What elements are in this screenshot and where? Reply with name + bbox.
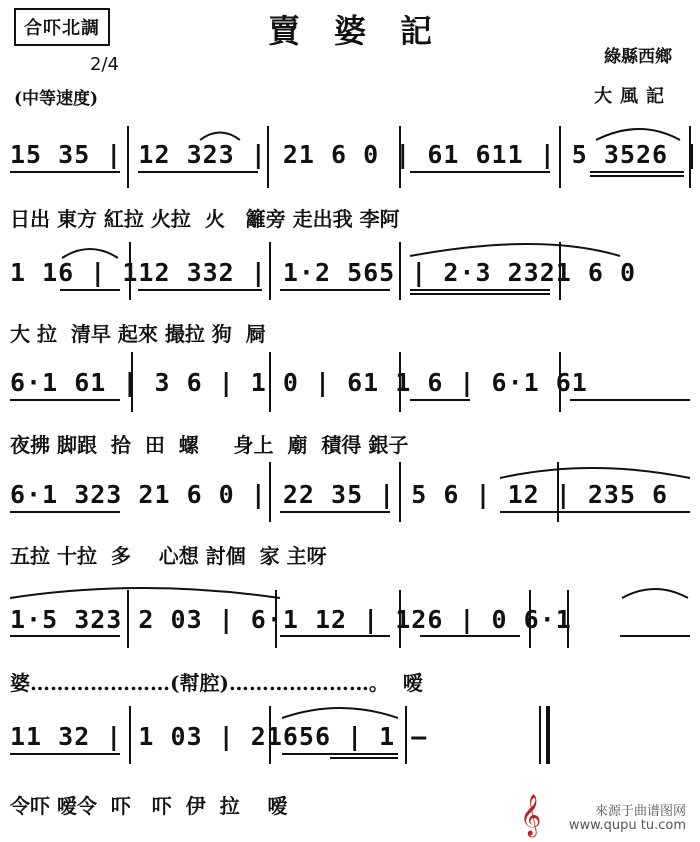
lyrics-line-2: 大 拉 清早 起來 撮拉 狗 屙 xyxy=(10,322,266,346)
notation-line-5: 1·5 323 2 03 | 6·1 12 | 126 | 0 6·1 xyxy=(10,605,572,634)
lyrics-line-1: 日出 東方 紅拉 火拉 火 籬旁 走出我 李阿 xyxy=(10,207,400,231)
notation-line-4: 6·1 323 21 6 0 | 22 35 | 5 6 | 12 | 235 6 xyxy=(10,480,669,509)
watermark-url: www.qupu tu.com xyxy=(568,818,686,833)
notation-line-2: 1 16 | 112 332 | 1·2 565 | 2·3 2321 6 0 xyxy=(10,258,636,287)
notation-line-1: 15 35 | 12 323 | 21 6 0 | 61 611 | 5 3526 | xyxy=(10,140,700,169)
recorder-credit: 大風記 xyxy=(594,86,672,107)
notation-line-6: 11 32 | 1 03 | 21656 | 1 — xyxy=(10,722,428,751)
lyrics-line-5: 婆…………………(幇腔)…………………。 嗳 xyxy=(10,671,423,695)
lyrics-line-6: 令吓 嗳令 吓 吓 伊 拉 嗳 xyxy=(10,794,288,818)
song-origin: 綠縣西鄉 xyxy=(604,47,672,67)
watermark-site-name: 來源于曲谱图网 xyxy=(594,804,686,819)
key-signature-box: 合吓北調 xyxy=(14,8,110,46)
treble-clef-icon: 𝄞 xyxy=(520,795,542,836)
tempo-marking: (中等速度) xyxy=(14,89,99,109)
lyrics-line-4: 五拉 十拉 多 心想 討個 家 主呀 xyxy=(10,544,327,568)
time-signature: 2/4 xyxy=(90,54,119,75)
song-title: 賣婆記 xyxy=(267,12,466,50)
notation-line-3: 6·1 61 | 3 6 | 1 0 | 61 1 6 | 6·1 61 xyxy=(10,368,588,397)
lyrics-line-3: 夜拂 脚跟 拾 田 螺 身上 廟 積得 銀子 xyxy=(10,433,409,457)
